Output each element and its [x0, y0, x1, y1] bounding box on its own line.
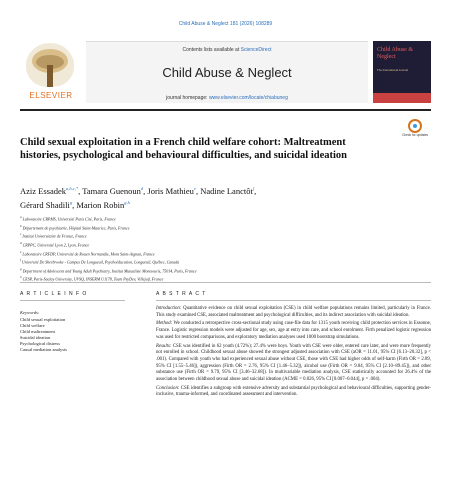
sciencedirect-link[interactable]: ScienceDirect — [240, 47, 272, 53]
abstract-text: Quantitative evidence on child sexual exploitation (CSE) in child welfare populations remains limited, particularly in France. This study examined CSE, associated maltreatment and psychological difficulties, and its indirect association with suicidal ideation. — [156, 306, 431, 318]
check-for-updates-button[interactable] — [400, 119, 430, 145]
keyword-item[interactable]: Causal mediation analysis — [20, 347, 67, 352]
keywords-label: Keywords: — [20, 310, 40, 315]
elsevier-logo — [20, 41, 82, 103]
affiliation-item: $^b$ Département de psychiatrie, Hôpital Saint-Maurice, Paris, France — [20, 223, 130, 230]
affiliation-item: $^g$ Department of Adolescent and Young Adult Psychiatry, Institut Mutualiste Montsouris, 75014, Paris, France — [20, 266, 197, 274]
author-name[interactable]: Tamara Guenoun — [82, 185, 141, 196]
abstract-heading: A B S T R A C T — [156, 291, 431, 301]
cover-title: Child Abuse & Neglect — [377, 47, 414, 60]
affiliation-item: $^d$ CRPPC, Université Lyon 2, Lyon, France — [20, 240, 90, 248]
keywords-block — [20, 310, 125, 353]
homepage-line — [86, 95, 368, 101]
abstract-text: We conducted a retrospective cross-sectional study using case-file data for 1315 youth receiving child protection services in Essonne, France. Logistic regression models were adjusted for age, sex, age at entry into care, and school enrolment. Firth penalized logistic regression was used for restricted comparisons, and exploratory mediation analyses used 1000 bootstrap simulations. — [156, 321, 431, 340]
journal-header — [20, 41, 431, 105]
abstract-text: CSE identifies a subgroup with extensive adversity and substantial psychological and behavioural difficulties, supporting gender-inclusive, trauma-informed, and coordinated assessment and intervention. — [156, 385, 431, 398]
abstract-paragraph — [156, 321, 431, 341]
abstract-body — [156, 306, 431, 401]
header-divider — [20, 109, 431, 111]
elsevier-tree-icon — [26, 43, 74, 87]
abstract-section-label: Method: — [156, 321, 173, 327]
abstract-section-label: Introduction: — [156, 306, 182, 311]
author-affil-marker[interactable]: e — [193, 186, 196, 191]
article-title: Child sexual exploitation in a French child welfare cohort: Maltreatment histories, psychological and behavioural difficulties, and suicidal ideation — [20, 137, 348, 161]
check-updates-label: Check for updates — [402, 133, 428, 137]
affiliation-item: $^f$ Université De Sherbrooke - Campus De Longueuil, Psychoéducation, Longueuil, Québec, Canada — [20, 258, 180, 265]
author-affil-marker[interactable]: a,b,c,* — [66, 186, 79, 191]
article-info-heading: A R T I C L E I N F O — [20, 291, 125, 301]
keyword-item[interactable]: Child sexual exploitation — [20, 317, 66, 322]
author-affil-marker[interactable]: d — [140, 186, 144, 191]
abstract-text: CSE was identified in 62 youth (4.72%); 27.4% were boys. Youth with CSE were older, entered care later, and were more frequently not enrolled in school. Childhood sexual abuse showed the strongest adjusted association with CSE (aOR = 11.01, 95% CI [6.13–20.32], p < .001). Compared with youth who had experienced sexual abuse without CSE, those with CSE had higher odds of self-harm (Firth OR = 2.89, 95% CI [1.55–5.46]), aggression (Firth OR = 2.76, 95% CI [1.46–5.32]), alcohol use (Firth OR = 9.84, 95% CI [2.10–89.45]), and other substance use (Firth OR = 9.79, 95% CI [3.46–32.68]). In multivariable mediation analysis, CSE statistically accounted for 26.4% of the association between childhood sexual abuse and suicidal ideation (ACME = 0.026, 95% CI [0.007–0.044], p = .004). — [156, 343, 431, 383]
section-divider — [20, 282, 431, 283]
cover-subtitle: The International Journal — [377, 68, 408, 72]
contents-prefix: Contents lists available at — [182, 47, 241, 53]
affiliation-item: $^a$ Laboratoire CRPMS, Université Paris Cité, Paris, France — [20, 215, 116, 222]
affiliation-item: $^e$ Laboratoire CRFDP, Université de Rouen Normandie, Mont Saint-Aignan, France — [20, 249, 155, 256]
author-name[interactable]: Aziz Essadek — [20, 185, 67, 196]
journal-citation[interactable]: Child Abuse & Neglect 181 (2026) 108289 — [178, 21, 273, 27]
abstract-paragraph — [156, 306, 431, 319]
journal-banner — [86, 41, 368, 103]
cover-stripe — [373, 93, 431, 103]
check-updates-icon — [408, 119, 422, 133]
affiliation-item: $^c$ Institut Universitaire de France, France — [20, 232, 87, 239]
abstract-paragraph — [156, 344, 431, 384]
author-name[interactable]: Joris Mathieu — [147, 185, 194, 196]
abstract-paragraph — [156, 386, 431, 399]
affiliation-list — [20, 214, 431, 283]
journal-homepage-link[interactable]: www.elsevier.com/locate/chiabuneg — [208, 95, 288, 101]
author-name[interactable]: Nadine Lanctôt — [200, 185, 253, 196]
homepage-prefix: journal homepage: — [166, 95, 209, 101]
publisher-name: ELSEVIER — [29, 91, 73, 100]
journal-cover-image[interactable] — [373, 41, 431, 103]
author-affil-marker[interactable]: g — [69, 199, 73, 205]
author-affil-marker[interactable]: g,h — [124, 199, 130, 205]
abstract-section-label: Results: — [156, 343, 172, 349]
abstract-section-label: Conclusion: — [156, 385, 180, 391]
author-list: Aziz Essadek$^{a,b,c,*}$, Tamara Guenoun$^d$, Joris Mathieu$^e$, Nadine Lanctôt$^f$, Gérard Shadili$^g$, Marion Robin$^{g,h}$ — [20, 185, 257, 210]
contents-line — [86, 47, 368, 53]
author-name[interactable]: Marion Robin — [76, 199, 125, 210]
author-name[interactable]: Gérard Shadili — [20, 199, 70, 210]
keyword-item[interactable]: Psychological distress — [20, 341, 60, 346]
keyword-item[interactable]: Child maltreatment — [20, 329, 55, 334]
keyword-item[interactable]: Suicidal ideation — [20, 335, 51, 340]
affiliation-item: $^h$ CESP, Paris-Saclay University, UVSQ, INSERM U1178, Team PsyDev, Villejuif, France — [20, 275, 164, 282]
author-affil-marker[interactable]: f — [252, 186, 255, 191]
journal-title: Child Abuse & Neglect — [162, 65, 292, 80]
keyword-item[interactable]: Child welfare — [20, 323, 45, 328]
